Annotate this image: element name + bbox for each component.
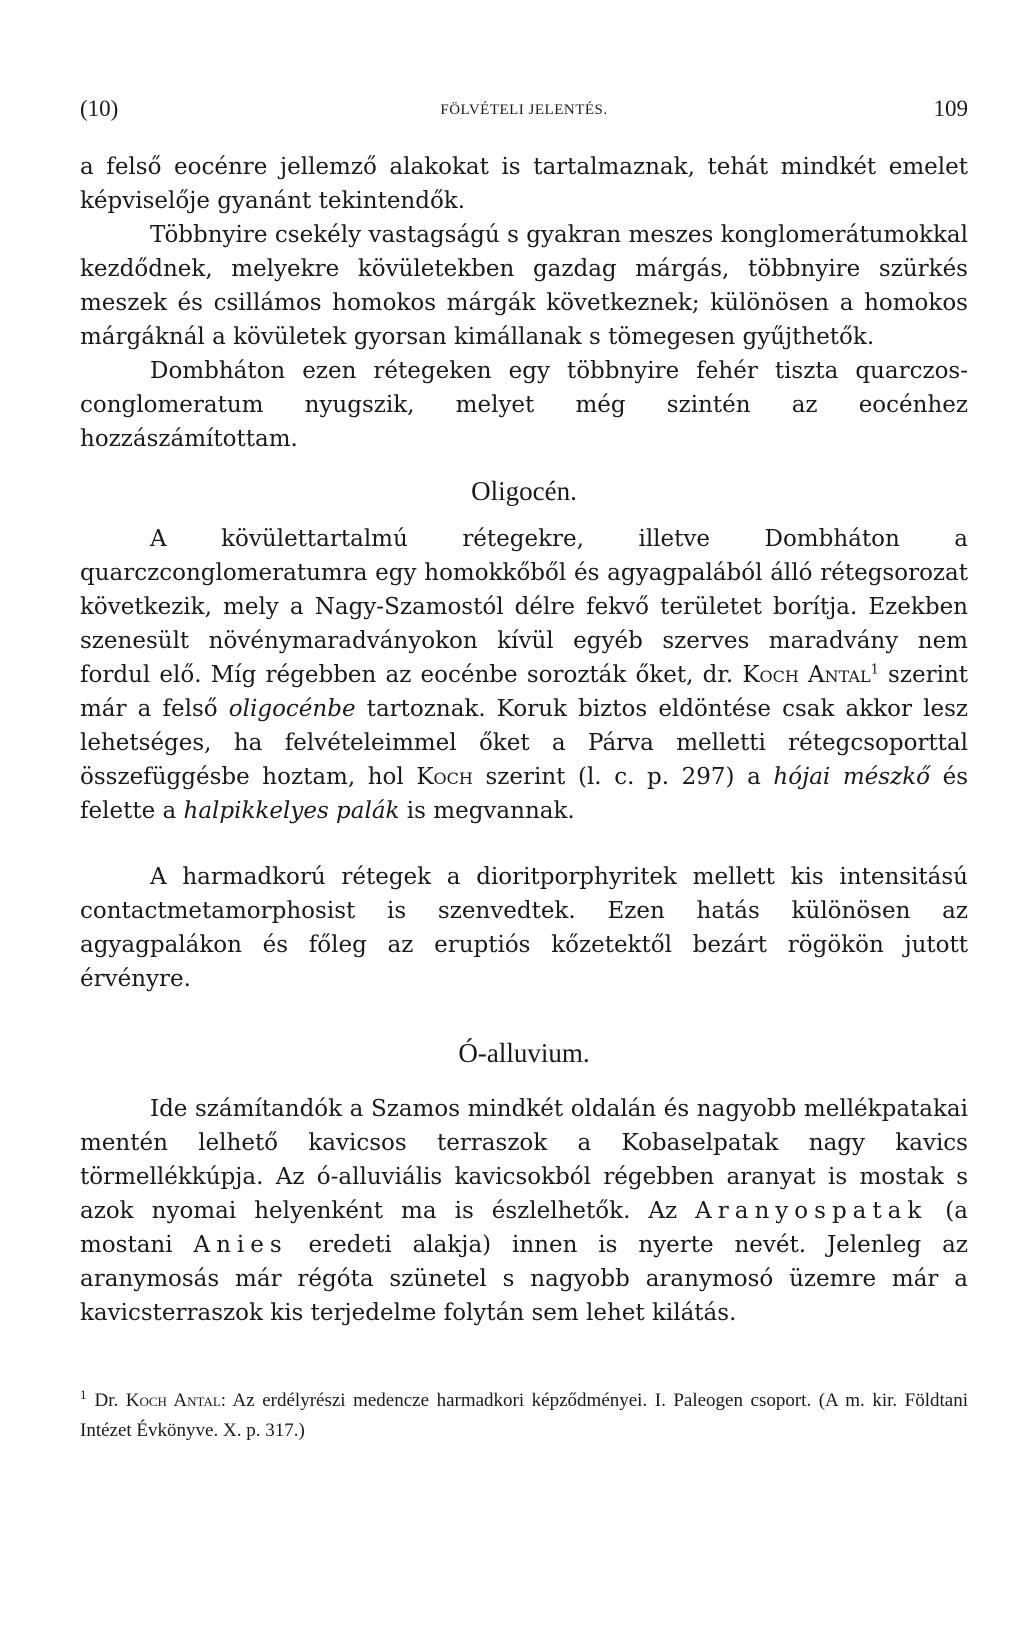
italic-term: oligocénbe	[228, 696, 356, 722]
page-number: 109	[933, 96, 968, 121]
paragraph-eocene-end: a felső eocénre jellemző alakokat is tartalmaznak, tehát mindkét emelet képviselője gyanánt tekintendők.	[80, 154, 968, 214]
italic-term: halpikkelyes palák	[183, 798, 400, 824]
text-run: szerint már a felső	[80, 662, 968, 722]
paragraph-contact-metamorphosis: A harmadkorú rétegek a dioritporphyritek mellett kis intensitású contactmetamorphosist is szenvedtek. Ezen hatás különösen az agyagpalákon és főleg az eruptiós kőzetektől bezárt rögökön jutott érvényre.	[80, 864, 968, 992]
paragraph-oligocene	[80, 522, 968, 828]
main-text	[80, 150, 968, 1330]
text-run: is megvannak.	[399, 798, 575, 824]
text-run: Ide számítandók a Szamos mindkét oldalán és nagyobb mellékpatakai mentén lelhető kavicsos terraszok a Kobaselpatak nagy kavics törmellékkúpja. Az ó-alluviális kavicsokból régebben aranyat is mostak s azok nyomai helyenként ma is észlelhetők. Az	[80, 1096, 968, 1224]
author-name: Koch Antal	[742, 662, 871, 688]
text-run: eredeti alakja) innen is nyerte nevét. Jelenleg az aranymosás már régóta szünetel s nagyobb aranymosó üzemre már a kavicsterraszok kis terjedelme folytán sem lehet kilátás.	[80, 1232, 968, 1326]
text-run: Dr.	[94, 1390, 126, 1411]
footnote-author: Koch Antal	[125, 1390, 221, 1411]
running-header	[80, 96, 968, 130]
spaced-term: Anies	[193, 1232, 288, 1258]
footnote-reference: 1	[870, 662, 879, 678]
header-title: FÖLVÉTELI JELENTÉS.	[440, 102, 608, 118]
header-section-number: (10)	[80, 96, 119, 121]
section-heading-old-alluvium: Ó-alluvium.	[458, 1038, 590, 1068]
spaced-term: Aranyospatak	[695, 1198, 928, 1224]
text-run: A kövülettartalmú rétegekre, illetve Dombháton a quarczconglomeratumra egy homokkőből és agyagpalából álló rétegsorozat következik, mely a Nagy-Szamostól délre fekvő területet borítja. Ezekben szenesült növénymaradványokon kívül egyéb szerves maradvány nem fordul elő. Míg régebben az eocénbe sorozták őket, dr.	[80, 526, 968, 688]
text-run: szerint (l. c. p. 297) a	[472, 764, 774, 790]
paragraph-spacer	[80, 828, 968, 860]
footnote-number: 1	[80, 1386, 87, 1402]
section-heading-oligocene: Oligocén.	[471, 476, 577, 506]
author-name: Koch	[416, 764, 473, 790]
paragraph-old-alluvium	[80, 1092, 968, 1330]
text-run: tartoznak. Koruk biztos eldöntése csak akkor lesz lehetséges, ha felvételeimmel őket a Párva melletti rétegcsoporttal összefüggésbe hoztam, hol	[80, 696, 969, 790]
paragraph-dombhaton: Dombháton ezen rétegeken egy többnyire fehér tiszta quarczos-conglomeratum nyugszik, melyet még szintén az eocénhez hozzászámítottam.	[80, 358, 968, 452]
text-run: : Az erdélyrészi medencze harmadkori képződményei. I. Paleogen csoport. (A m. kir. Földtani Intézet Évkönyve. X. p. 317.)	[80, 1390, 968, 1441]
footnote	[80, 1386, 968, 1446]
paragraph-conglomerates: Többnyire csekély vastagságú s gyakran meszes konglomerátumokkal kezdődnek, melyekre kövületekben gazdag márgás, többnyire szürkés meszek és csillámos homokos márgák következnek; különösen a homokos márgáknál a kövületek gyorsan kimállanak s tömegesen gyűjthetők.	[80, 222, 968, 350]
text-run: (a mostani	[80, 1198, 968, 1258]
italic-term: hójai mészkő	[773, 764, 930, 790]
text-run: és felette a	[80, 764, 968, 824]
